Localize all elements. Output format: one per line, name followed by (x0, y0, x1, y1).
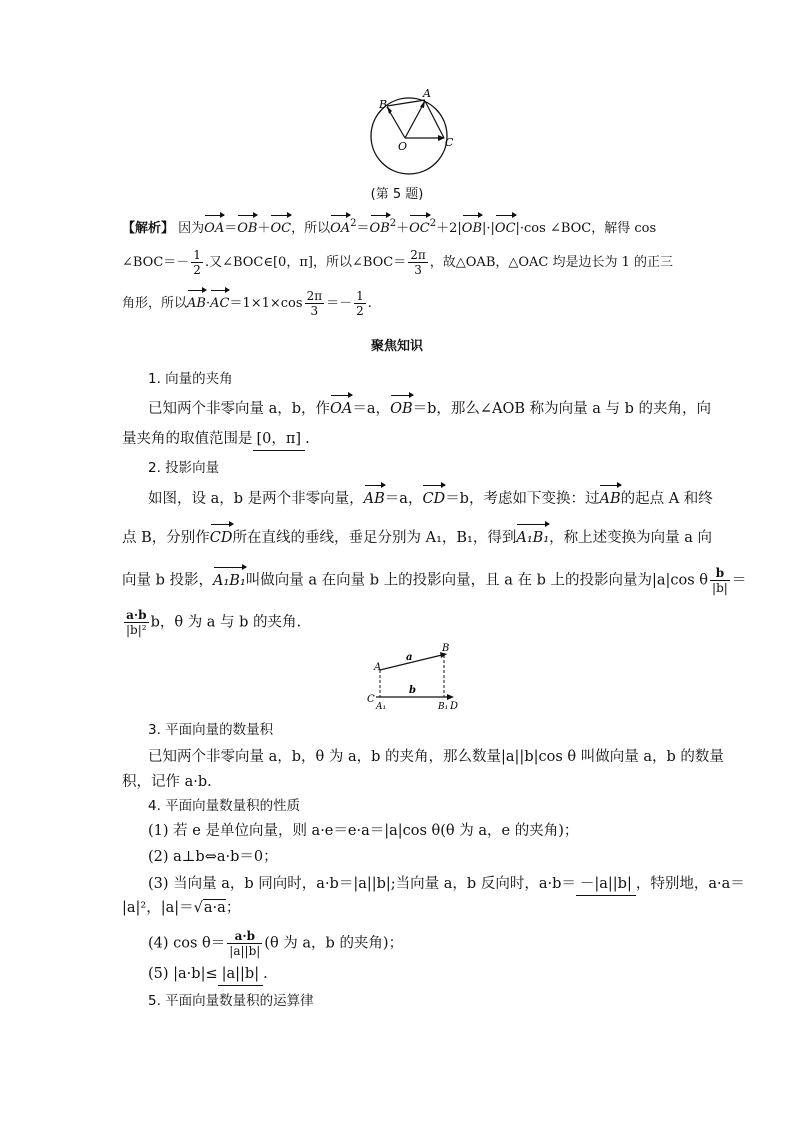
solution-text: .又∠BOC∈[0，π]，所以∠BOC＝ (204, 255, 407, 270)
label-a2: A (374, 662, 382, 673)
label-vec-b: b (409, 685, 416, 696)
label-a1: A₁ (376, 702, 387, 712)
sec4-p3: (3) 当向量 a，b 同向时，a·b＝|a||b|;当向量 a，b 反向时，a·b＝ －|a||b| ，特别地，a·a＝ (148, 873, 745, 896)
solution-text: ，解得 cos (591, 221, 657, 236)
solution-line-1: 【解析】 因为OA＝OB＋OC，所以$OA^2=OB^2+OC^2+2|OB|\cdot|OC|\cdot\cos$ ∠BOC，解得 cos (122, 213, 656, 240)
frac-2pi-3b: $\frac{2\pi}{3}$ (306, 289, 323, 318)
frac-2pi-3: $\frac{2\pi}{3}$ (410, 248, 426, 277)
label-o: O (398, 140, 408, 153)
sec2-line-3: 向量 b 投影，A₁B₁叫做向量 a 在向量 b 上的投影向量，且 a 在 b 上的投影向量为|a|cos θ $\frac{b}{|b|}$ ＝ (122, 566, 747, 595)
solution-line-2 (122, 248, 673, 277)
label-a: A (423, 88, 431, 100)
label-b: B (379, 98, 388, 111)
sec2-line-4: $\frac{a\cdot b}{\text{|b|²}}$ b，θ 为 a 与 b 的夹角. (126, 608, 302, 637)
label-c: C (445, 136, 454, 149)
sec1-line-1: 已知两个非零向量 a，b，作OA＝a，OB＝b，那么∠AOB 称为向量 a 与 b 的夹角，向 (148, 398, 711, 420)
section-heading: 聚焦知识 (370, 339, 423, 354)
vector-a (380, 654, 446, 670)
arrow-b-head (447, 694, 454, 700)
solution-text: 因为 (178, 221, 205, 236)
sec4-p2: (2) a⊥b⇔a·b＝0； (148, 849, 278, 865)
sec5-title: 5. 平面向量数量积的运算律 (148, 993, 314, 1009)
circle-figure (360, 88, 460, 180)
sec2-line-1: 如图，设 a，b 是两个非零向量，AB＝a，CD＝b，考虑如下变换：过AB的起点 A 和终 (148, 488, 713, 510)
sec1-title: 1. 向量的夹角 (148, 371, 233, 387)
sec3-title: 3. 平面向量的数量积 (148, 722, 274, 738)
sec1-answer-blank: [0，π] (253, 428, 306, 451)
segment-ac (425, 101, 444, 138)
projection-figure (362, 640, 466, 712)
figure1-caption: (第 5 题) (370, 187, 424, 202)
label-c2: C (367, 694, 375, 705)
sec4-title: 4. 平面向量数量积的性质 (148, 798, 301, 814)
sec4-p3-cont: |a|²，|a|＝√a·a； (122, 900, 241, 916)
solution-text: ，所以 (291, 221, 331, 236)
solution-text: ∠BOC＝－ (122, 255, 190, 270)
arrow-b (387, 106, 392, 114)
sec3-line-2: 积，记作 a·b. (122, 774, 212, 790)
sec4-p1: (1) 若 e 是单位向量，则 a·e＝e·a＝|a|cos θ(θ 为 a，e 的夹角)； (148, 823, 579, 839)
sec4-p4: (4) cos θ＝ $\frac{a\cdot b}{|a||b|}$ (θ 为 a，b 的夹角)； (148, 929, 404, 958)
sec4-p5: (5) |a·b|≤ |a||b| . (148, 963, 268, 986)
frac-half-b: $\frac{1}{2}$ (356, 289, 364, 318)
label-vec-a: a (406, 652, 413, 663)
chord-ba (387, 100, 425, 106)
solution-line-3: 角形，所以AB·AC＝1×1×cos $\frac{2\pi}{3}$ ＝－ $\frac{1}{2}$ . (122, 289, 372, 318)
solution-text: ＝1×1×cos (229, 296, 303, 311)
solution-text: 角形，所以 (122, 296, 188, 311)
sec4-answer-blank-1: －|a||b| (576, 873, 636, 896)
label-b2: B (442, 643, 450, 654)
sec2-title: 2. 投影向量 (148, 460, 220, 476)
solution-tag: 【解析】 (122, 221, 175, 236)
sec1-line-2: 量夹角的取值范围是 [0，π] . (122, 428, 310, 451)
solution-text: ，故△OAB，△OAC 均是边长为 1 的正三 (429, 255, 674, 270)
frac-half: $\frac{1}{2}$ (193, 248, 201, 277)
arrow-c (438, 135, 445, 141)
sec3-line-1: 已知两个非零向量 a，b，θ 为 a，b 的夹角，那么数量|a||b|cos θ 叫做向量 a，b 的数量 (148, 749, 724, 765)
sec2-line-2: 点 B，分别作CD所在直线的垂线，垂足分别为 A₁，B₁，得到A₁B₁，称上述变换为向量 a 向 (122, 527, 712, 549)
sec4-answer-blank-2: |a||b| (218, 963, 263, 986)
label-b1: B₁ (438, 702, 449, 712)
label-d: D (450, 701, 459, 712)
